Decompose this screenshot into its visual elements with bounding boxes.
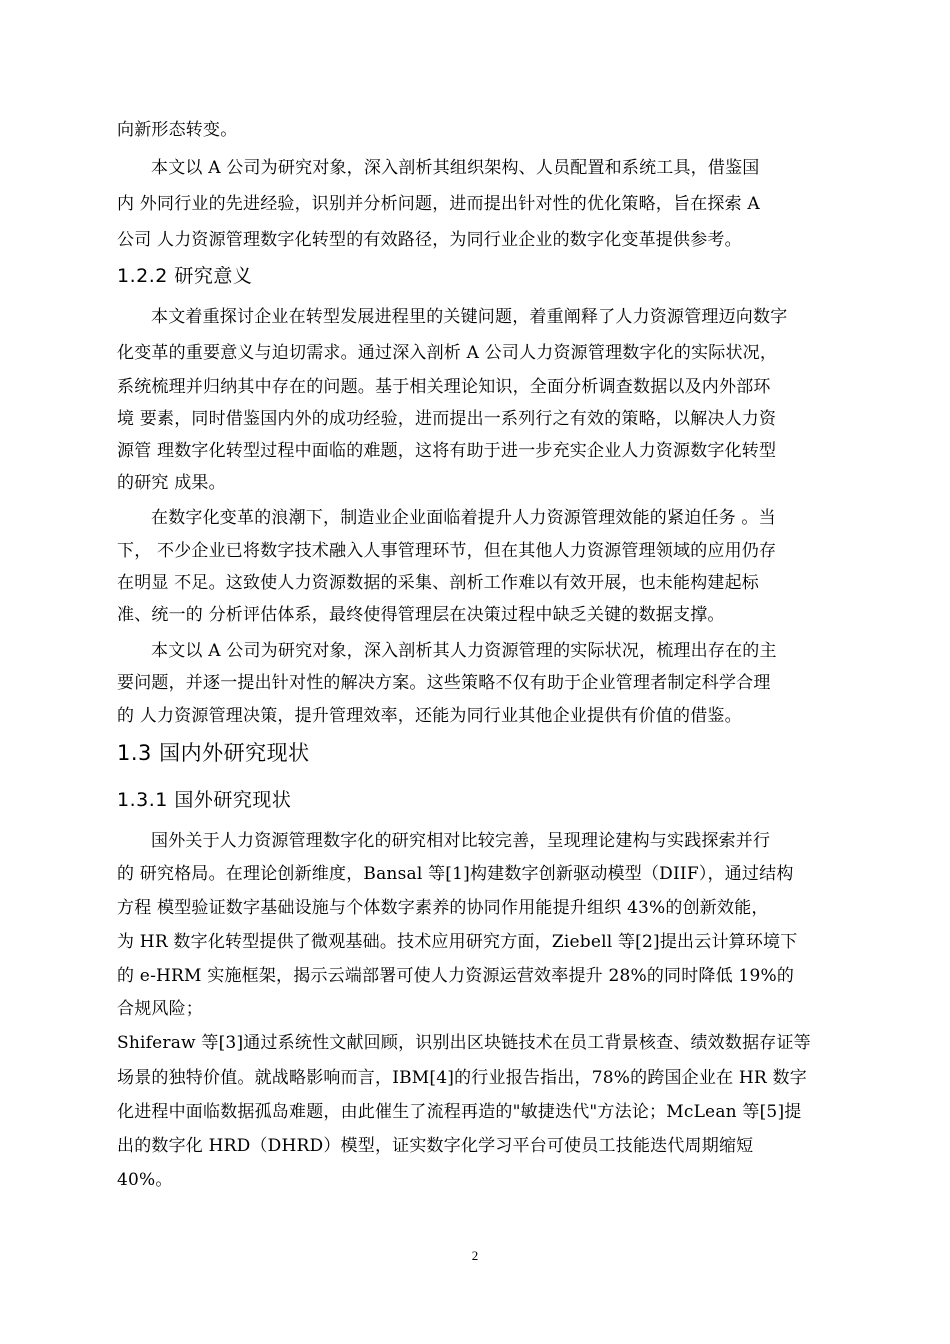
- paragraph-first-line: 在数字化变革的浪潮下，制造业企业面临着提升人力资源管理效能的紧迫任务 。当: [151, 508, 776, 528]
- text-line: 内 外同行业的先进经验，识别并分析问题，进而提出针对性的优化策略，旨在探索 A: [117, 194, 760, 214]
- text-line: 的 e-HRM 实施框架，揭示云端部署可使人力资源运营效率提升 28%的同时降低 19%的: [117, 966, 795, 986]
- text-line: 方程 模型验证数字基础设施与个体数字素养的协同作用能提升组织 43%的创新效能，: [117, 898, 769, 918]
- text-line: 在明显 不足。这致使人力资源数据的采集、剖析工作难以有效开展，也未能构建起标: [117, 573, 760, 593]
- paragraph-first-line: 本文以 A 公司为研究对象，深入剖析其组织架构、人员配置和系统工具，借鉴国: [151, 158, 760, 178]
- text-line: 系统梳理并归纳其中存在的问题。基于相关理论知识，全面分析调查数据以及内外部环: [117, 377, 771, 397]
- text-line: 为 HR 数字化转型提供了微观基础。技术应用研究方面，Ziebell 等[2]提出云计算环境下: [117, 932, 798, 952]
- text-line: 化变革的重要意义与迫切需求。通过深入剖析 A 公司人力资源管理数字化的实际状况，: [117, 343, 778, 363]
- text-line: 源管 理数字化转型过程中面临的难题，这将有助于进一步充实企业人力资源数字化转型: [117, 441, 777, 461]
- text-line: 下， 不少企业已将数字技术融入人事管理环节，但在其他人力资源管理领域的应用仍存: [117, 541, 777, 561]
- text-line: 合规风险；: [117, 999, 203, 1019]
- text-line: 准、统一的 分析评估体系，最终使得管理层在决策过程中缺乏关键的数据支撑。: [117, 605, 725, 625]
- page-number: 2: [471, 1248, 479, 1263]
- text-line: 场景的独特价值。就战略影响而言，IBM[4]的行业报告指出，78%的跨国企业在 HR 数字: [117, 1068, 807, 1088]
- text-line: 40%。: [117, 1170, 173, 1190]
- paragraph-first-line: 国外关于人力资源管理数字化的研究相对比较完善，呈现理论建构与实践探索并行: [151, 831, 771, 851]
- section-heading-1-3-1: 1.3.1 国外研究现状: [117, 789, 292, 811]
- text-line: 的研究 成果。: [117, 473, 226, 493]
- text-line: 境 要素，同时借鉴国内外的成功经验，进而提出一系列行之有效的策略，以解决人力资: [117, 409, 777, 429]
- paragraph-first-line: 本文着重探讨企业在转型发展进程里的关键问题，着重阐释了人力资源管理迈向数字: [151, 307, 788, 327]
- text-line: 出的数字化 HRD（DHRD）模型，证实数字化学习平台可使员工技能迭代周期缩短: [117, 1136, 754, 1156]
- text-line: 的 研究格局。在理论创新维度，Bansal 等[1]构建数字创新驱动模型（DIIF），通过结构: [117, 864, 794, 884]
- section-heading-1-2-2: 1.2.2 研究意义: [117, 265, 253, 287]
- text-line: 化进程中面临数据孤岛难题，由此催生了流程再造的"敏捷迭代"方法论；McLean 等[5]提: [117, 1102, 802, 1122]
- text-line: 公司 人力资源管理数字化转型的有效路径，为同行业企业的数字化变革提供参考。: [117, 230, 742, 250]
- text-line: 的 人力资源管理决策，提升管理效率，还能为同行业其他企业提供有价值的借鉴。: [117, 706, 742, 726]
- text-line: Shiferaw 等[3]通过系统性文献回顾，识别出区块链技术在员工背景核查、绩效数据存证等: [117, 1033, 811, 1053]
- paragraph-first-line: 本文以 A 公司为研究对象，深入剖析其人力资源管理的实际状况，梳理出存在的主: [151, 641, 777, 661]
- section-heading-1-3: 1.3 国内外研究现状: [117, 741, 310, 765]
- text-line: 向新形态转变。: [117, 120, 238, 140]
- text-line: 要问题，并逐一提出针对性的解决方案。这些策略不仅有助于企业管理者制定科学合理: [117, 673, 771, 693]
